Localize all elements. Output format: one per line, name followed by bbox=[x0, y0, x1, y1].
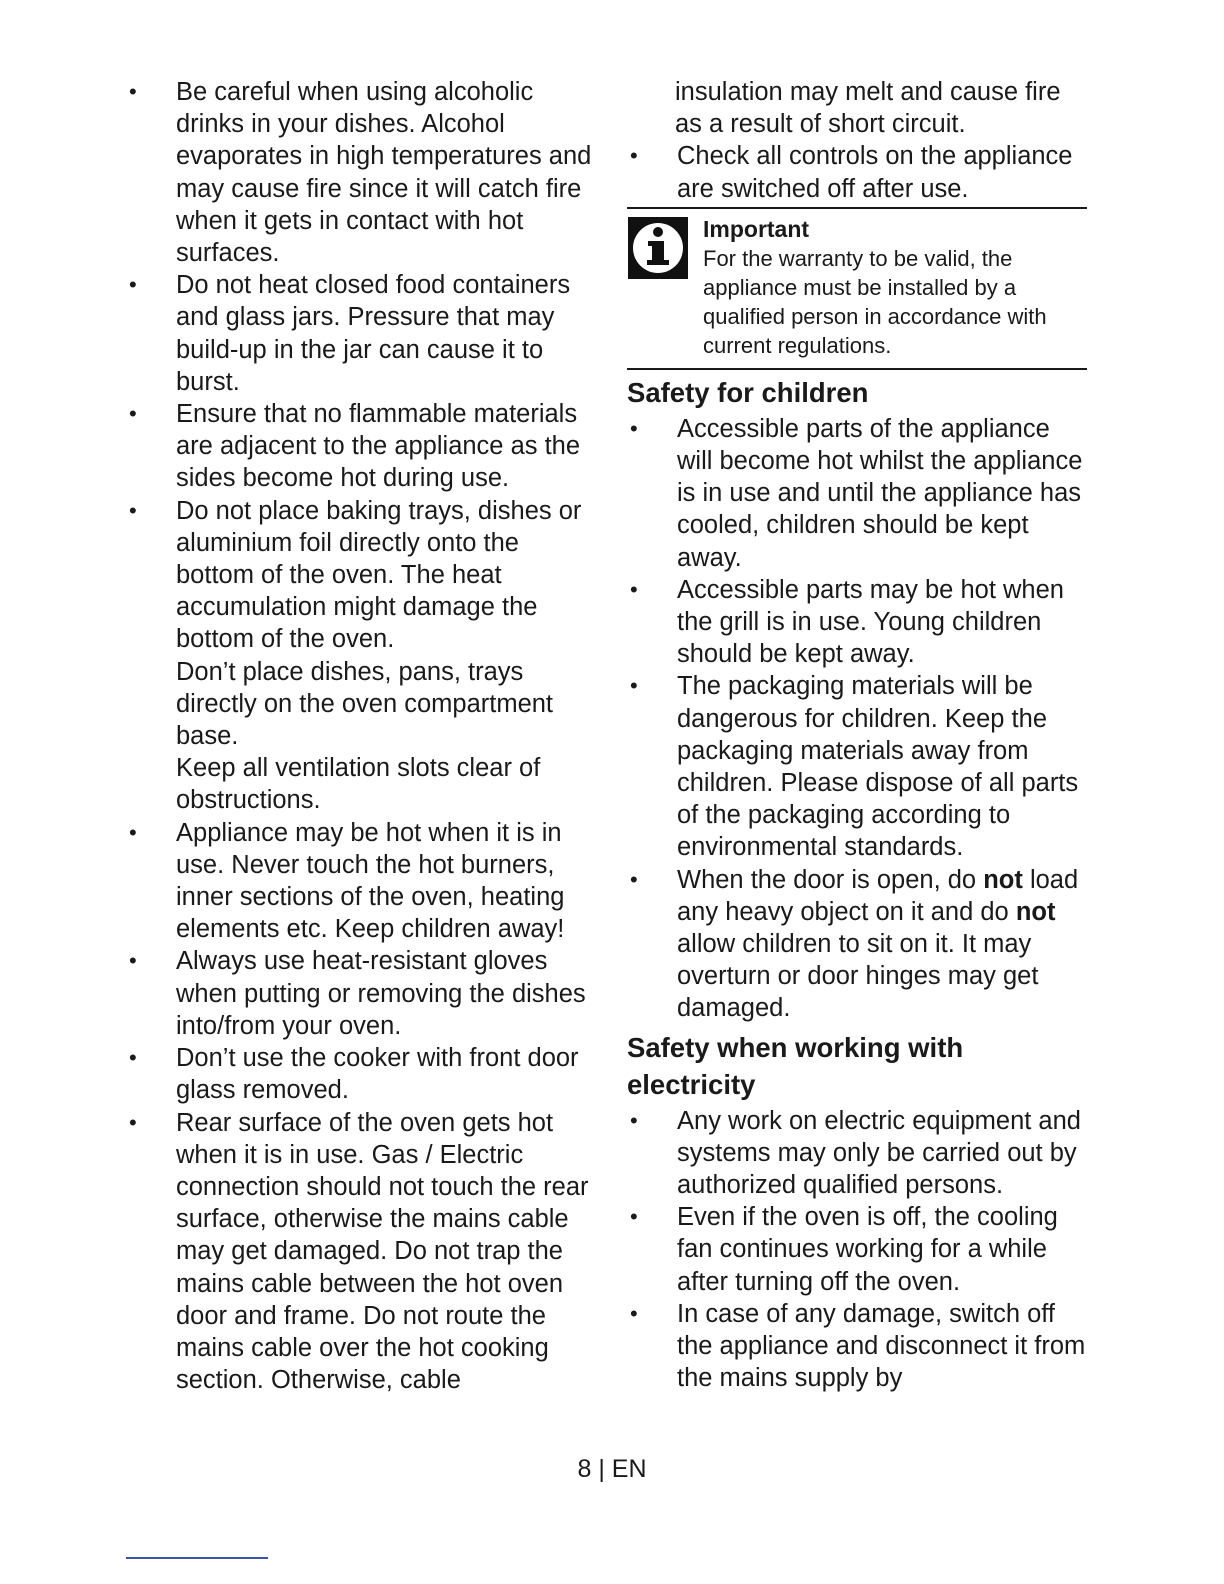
bullet-icon: • bbox=[630, 1300, 638, 1326]
list-item: • Accessible parts may be hot when the grill is in use. Young children should be kept away. bbox=[630, 575, 1064, 669]
bullet-icon: • bbox=[129, 948, 137, 974]
list-item: • Do not heat closed food containers and glass jars. Pressure that may build-up in the jar can cause it to burst. bbox=[129, 271, 571, 396]
list-item: • Even if the oven is off, the cooling fan continues working for a while after turning off the oven. bbox=[630, 1203, 1058, 1296]
list-item: • Rear surface of the oven gets hot when it is in use. Gas / Electric connection should not touch the rear surface, otherwise the mains cable may get damaged. Do not trap the mains cable between the hot oven door and frame. Do not route the mains cable over the hot cooking section. Otherwise, cable bbox=[129, 1108, 589, 1395]
door-warning-text: When the door is open, do not load any heavy object on it and do not allow children to sit on it. It may overturn or door hinges may get damaged. bbox=[677, 865, 1079, 1023]
right-top-bullet-list bbox=[627, 140, 1087, 204]
important-notice bbox=[627, 207, 1087, 370]
list-item: • In case of any damage, switch off the appliance and disconnect it from the mains supply by bbox=[630, 1299, 1086, 1393]
page-number: 8 | EN bbox=[577, 1455, 647, 1483]
bullet-icon: • bbox=[630, 576, 638, 602]
list-item: • Appliance may be hot when it is in use. Never touch the hot burners, inner sections of the oven, heating elements etc. Keep children away! bbox=[129, 818, 565, 944]
list-item: • Don’t use the cooker with front door glass removed. bbox=[129, 1044, 579, 1105]
children-bullet-list bbox=[627, 413, 1087, 1025]
list-item: • The packaging materials will be dangerous for children. Keep the packaging materials away from children. Please dispose of all parts of the packaging according to environmental standards. bbox=[630, 672, 1079, 862]
emphasis-not: not bbox=[1015, 897, 1056, 926]
bullet-icon: • bbox=[630, 673, 638, 699]
section-heading-electricity: Safety when working with electricity bbox=[627, 1031, 964, 1100]
list-item: • Always use heat-resistant gloves when putting or removing the dishes into/from your oven. bbox=[129, 947, 586, 1040]
list-item bbox=[627, 864, 1087, 1025]
continued-paragraph: insulation may melt and cause fire as a result of short circuit. bbox=[675, 78, 1061, 139]
important-title: Important bbox=[703, 215, 810, 242]
bullet-icon: • bbox=[129, 401, 137, 427]
bullet-icon: • bbox=[129, 497, 137, 523]
list-item: • Do not place baking trays, dishes or aluminium foil directly onto the bottom of the oven. The heat accumulation might damage the bottom of the oven. Don’t place dishes, pans, trays directly on the oven compartment base. Keep all ventilation slots clear of obstructions. bbox=[129, 496, 582, 815]
emphasis-not: not bbox=[983, 865, 1023, 894]
bullet-icon: • bbox=[630, 1107, 638, 1133]
important-text: For the warranty to be valid, the appliance must be installed by a qualified person in accordance with current regulations. bbox=[703, 245, 1047, 358]
bullet-icon: • bbox=[129, 1045, 137, 1071]
section-heading-children: Safety for children bbox=[627, 376, 869, 408]
bullet-icon: • bbox=[630, 415, 638, 441]
bullet-icon: • bbox=[129, 79, 137, 104]
bullet-icon: • bbox=[129, 819, 137, 845]
left-bullet-list bbox=[126, 76, 596, 1396]
list-item: • Check all controls on the appliance are switched off after use. bbox=[630, 142, 1073, 203]
divider bbox=[126, 1557, 268, 1559]
list-item: • Accessible parts of the appliance will become hot whilst the appliance is in use and until the appliance has cooled, children should be kept away. bbox=[630, 414, 1083, 572]
bullet-icon: • bbox=[630, 1204, 638, 1230]
list-item: • Ensure that no flammable materials are adjacent to the appliance as the sides become hot during use. bbox=[129, 400, 581, 493]
right-column bbox=[627, 76, 1087, 1395]
bullet-icon: • bbox=[630, 143, 638, 169]
list-item: • Any work on electric equipment and systems may only be carried out by authorized qualified persons. bbox=[630, 1106, 1081, 1200]
list-item: • Be careful when using alcoholic drinks in your dishes. Alcohol evaporates in high temperatures and may cause fire since it will catch fire when it gets in contact with hot surfaces. bbox=[129, 78, 592, 268]
bullet-icon: • bbox=[129, 1109, 137, 1135]
info-icon bbox=[628, 217, 688, 279]
electricity-bullet-list bbox=[627, 1105, 1087, 1395]
bullet-icon: • bbox=[129, 272, 137, 298]
left-column bbox=[126, 76, 596, 1396]
bullet-icon: • bbox=[630, 866, 638, 892]
